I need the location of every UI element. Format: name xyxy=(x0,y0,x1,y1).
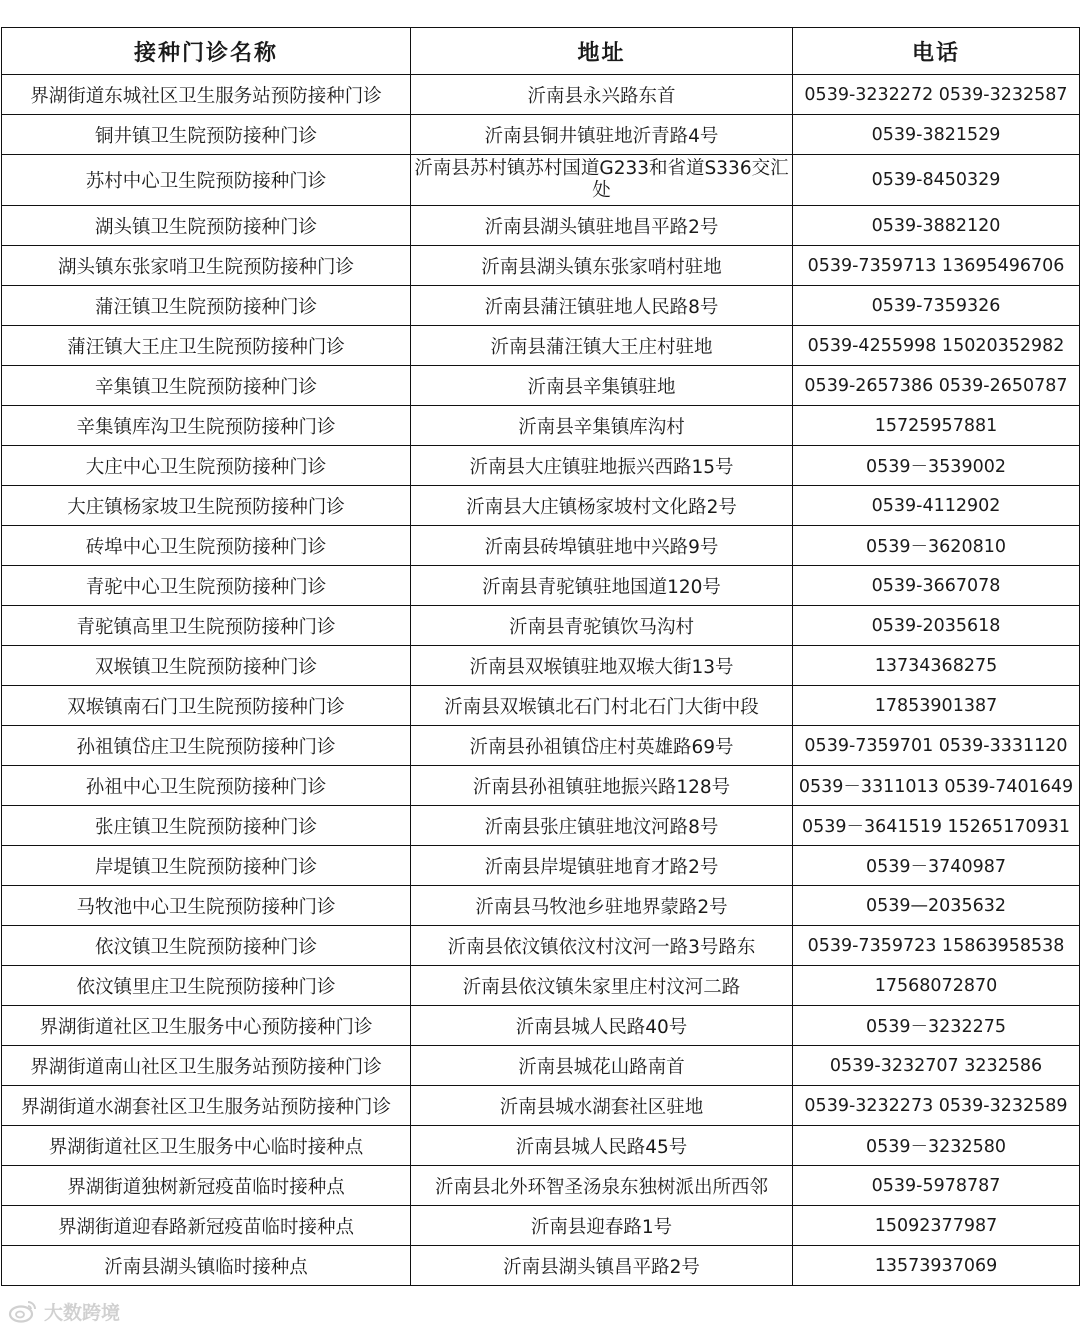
header-clinic-name: 接种门诊名称 xyxy=(2,28,411,75)
table-row xyxy=(2,206,1080,246)
clinic-name-cell: 辛集镇库沟卫生院预防接种门诊 xyxy=(2,406,411,446)
clinic-name-cell: 依汶镇卫生院预防接种门诊 xyxy=(2,926,411,966)
phone-cell: 17568072870 xyxy=(793,966,1080,1006)
clinic-name-cell: 苏村中心卫生院预防接种门诊 xyxy=(2,155,411,206)
phone-cell: 0539-4255998 15020352982 xyxy=(793,326,1080,366)
clinic-name-cell: 湖头镇卫生院预防接种门诊 xyxy=(2,206,411,246)
address-cell: 沂南县苏村镇苏村国道G233和省道S336交汇处 xyxy=(411,155,793,206)
table-row xyxy=(2,766,1080,806)
clinic-name-cell: 青驼中心卫生院预防接种门诊 xyxy=(2,566,411,606)
address-cell: 沂南县湖头镇昌平路2号 xyxy=(411,1246,793,1286)
phone-cell: 0539-2035618 xyxy=(793,606,1080,646)
phone-cell: 13573937069 xyxy=(793,1246,1080,1286)
table-row xyxy=(2,966,1080,1006)
table-row xyxy=(2,606,1080,646)
address-cell: 沂南县青驼镇饮马沟村 xyxy=(411,606,793,646)
address-cell: 沂南县孙祖镇驻地振兴路128号 xyxy=(411,766,793,806)
table-row xyxy=(2,115,1080,155)
phone-cell: 15725957881 xyxy=(793,406,1080,446)
address-cell: 沂南县铜井镇驻地沂青路4号 xyxy=(411,115,793,155)
phone-cell: 0539—2035632 xyxy=(793,886,1080,926)
phone-cell: 0539－3232275 xyxy=(793,1006,1080,1046)
table-row xyxy=(2,1206,1080,1246)
header-phone: 电话 xyxy=(793,28,1080,75)
address-cell: 沂南县砖埠镇驻地中兴路9号 xyxy=(411,526,793,566)
address-cell: 沂南县辛集镇驻地 xyxy=(411,366,793,406)
clinic-name-cell: 大庄镇杨家坡卫生院预防接种门诊 xyxy=(2,486,411,526)
address-cell: 沂南县双堠镇北石门村北石门大街中段 xyxy=(411,686,793,726)
table-row xyxy=(2,246,1080,286)
table-row xyxy=(2,646,1080,686)
phone-cell: 15092377987 xyxy=(793,1206,1080,1246)
address-cell: 沂南县北外环智圣汤泉东独树派出所西邻 xyxy=(411,1166,793,1206)
table-row xyxy=(2,846,1080,886)
phone-cell: 0539-3232707 3232586 xyxy=(793,1046,1080,1086)
watermark-text: 大数跨境 xyxy=(44,1301,121,1324)
address-cell: 沂南县城水湖套社区驻地 xyxy=(411,1086,793,1126)
clinic-name-cell: 双堠镇南石门卫生院预防接种门诊 xyxy=(2,686,411,726)
table-row xyxy=(2,366,1080,406)
clinic-name-cell: 界湖街道南山社区卫生服务站预防接种门诊 xyxy=(2,1046,411,1086)
address-cell: 沂南县大庄镇杨家坡村文化路2号 xyxy=(411,486,793,526)
table-row xyxy=(2,75,1080,115)
table-row xyxy=(2,806,1080,846)
table-row xyxy=(2,1086,1080,1126)
address-cell: 沂南县双堠镇驻地双堠大街13号 xyxy=(411,646,793,686)
clinic-name-cell: 沂南县湖头镇临时接种点 xyxy=(2,1246,411,1286)
table-row xyxy=(2,406,1080,446)
phone-cell: 0539-3882120 xyxy=(793,206,1080,246)
weibo-icon xyxy=(8,1299,38,1323)
clinic-name-cell: 界湖街道社区卫生服务中心临时接种点 xyxy=(2,1126,411,1166)
clinic-name-cell: 孙祖中心卫生院预防接种门诊 xyxy=(2,766,411,806)
table-row xyxy=(2,686,1080,726)
clinic-table xyxy=(1,27,1080,1286)
phone-cell: 0539-5978787 xyxy=(793,1166,1080,1206)
clinic-name-cell: 马牧池中心卫生院预防接种门诊 xyxy=(2,886,411,926)
address-cell: 沂南县大庄镇驻地振兴西路15号 xyxy=(411,446,793,486)
clinic-name-cell: 铜井镇卫生院预防接种门诊 xyxy=(2,115,411,155)
address-cell: 沂南县青驼镇驻地国道120号 xyxy=(411,566,793,606)
clinic-name-cell: 界湖街道迎春路新冠疫苗临时接种点 xyxy=(2,1206,411,1246)
table-row xyxy=(2,326,1080,366)
phone-cell: 0539-2657386 0539-2650787 xyxy=(793,366,1080,406)
address-cell: 沂南县孙祖镇岱庄村英雄路69号 xyxy=(411,726,793,766)
table-row xyxy=(2,526,1080,566)
address-cell: 沂南县依汶镇依汶村汶河一路3号路东 xyxy=(411,926,793,966)
phone-cell: 0539-3232273 0539-3232589 xyxy=(793,1086,1080,1126)
table-row xyxy=(2,886,1080,926)
address-cell: 沂南县城人民路40号 xyxy=(411,1006,793,1046)
clinic-name-cell: 砖埠中心卫生院预防接种门诊 xyxy=(2,526,411,566)
phone-cell: 0539-3232272 0539-3232587 xyxy=(793,75,1080,115)
table-row xyxy=(2,155,1080,206)
table-row xyxy=(2,566,1080,606)
table-header xyxy=(2,28,1080,75)
phone-cell: 0539-7359723 15863958538 xyxy=(793,926,1080,966)
clinic-name-cell: 岸堤镇卫生院预防接种门诊 xyxy=(2,846,411,886)
table-row xyxy=(2,486,1080,526)
table-row xyxy=(2,1246,1080,1286)
clinic-name-cell: 大庄中心卫生院预防接种门诊 xyxy=(2,446,411,486)
clinic-name-cell: 蒲汪镇大王庄卫生院预防接种门诊 xyxy=(2,326,411,366)
table-row xyxy=(2,1046,1080,1086)
clinic-name-cell: 青驼镇高里卫生院预防接种门诊 xyxy=(2,606,411,646)
phone-cell: 0539-4112902 xyxy=(793,486,1080,526)
address-cell: 沂南县岸堤镇驻地育才路2号 xyxy=(411,846,793,886)
phone-cell: 0539-3821529 xyxy=(793,115,1080,155)
table-body xyxy=(2,75,1080,1286)
address-cell: 沂南县蒲汪镇大王庄村驻地 xyxy=(411,326,793,366)
phone-cell: 0539-7359326 xyxy=(793,286,1080,326)
phone-cell: 0539-3667078 xyxy=(793,566,1080,606)
phone-cell: 0539－3620810 xyxy=(793,526,1080,566)
clinic-name-cell: 蒲汪镇卫生院预防接种门诊 xyxy=(2,286,411,326)
table-row xyxy=(2,446,1080,486)
table-row xyxy=(2,1166,1080,1206)
clinic-name-cell: 界湖街道社区卫生服务中心预防接种门诊 xyxy=(2,1006,411,1046)
clinic-name-cell: 双堠镇卫生院预防接种门诊 xyxy=(2,646,411,686)
address-cell: 沂南县马牧池乡驻地界蒙路2号 xyxy=(411,886,793,926)
address-cell: 沂南县城花山路南首 xyxy=(411,1046,793,1086)
header-row xyxy=(2,28,1080,75)
phone-cell: 0539－3311013 0539-7401649 xyxy=(793,766,1080,806)
clinic-name-cell: 张庄镇卫生院预防接种门诊 xyxy=(2,806,411,846)
clinic-name-cell: 孙祖镇岱庄卫生院预防接种门诊 xyxy=(2,726,411,766)
address-cell: 沂南县蒲汪镇驻地人民路8号 xyxy=(411,286,793,326)
clinic-name-cell: 辛集镇卫生院预防接种门诊 xyxy=(2,366,411,406)
table-row xyxy=(2,1126,1080,1166)
phone-cell: 0539-7359713 13695496706 xyxy=(793,246,1080,286)
address-cell: 沂南县辛集镇库沟村 xyxy=(411,406,793,446)
phone-cell: 0539－3232580 xyxy=(793,1126,1080,1166)
phone-cell: 13734368275 xyxy=(793,646,1080,686)
watermark xyxy=(8,1296,120,1326)
table-row xyxy=(2,1006,1080,1046)
table-row xyxy=(2,726,1080,766)
phone-cell: 0539－3740987 xyxy=(793,846,1080,886)
address-cell: 沂南县永兴路东首 xyxy=(411,75,793,115)
address-cell: 沂南县湖头镇东张家哨村驻地 xyxy=(411,246,793,286)
address-cell: 沂南县迎春路1号 xyxy=(411,1206,793,1246)
clinic-name-cell: 界湖街道东城社区卫生服务站预防接种门诊 xyxy=(2,75,411,115)
address-cell: 沂南县湖头镇驻地昌平路2号 xyxy=(411,206,793,246)
phone-cell: 0539-8450329 xyxy=(793,155,1080,206)
header-address: 地址 xyxy=(411,28,793,75)
clinic-name-cell: 界湖街道独树新冠疫苗临时接种点 xyxy=(2,1166,411,1206)
phone-cell: 0539－3539002 xyxy=(793,446,1080,486)
phone-cell: 0539-7359701 0539-3331120 xyxy=(793,726,1080,766)
table-row xyxy=(2,926,1080,966)
phone-cell: 17853901387 xyxy=(793,686,1080,726)
clinic-name-cell: 湖头镇东张家哨卫生院预防接种门诊 xyxy=(2,246,411,286)
phone-cell: 0539－3641519 15265170931 xyxy=(793,806,1080,846)
address-cell: 沂南县城人民路45号 xyxy=(411,1126,793,1166)
address-cell: 沂南县张庄镇驻地汶河路8号 xyxy=(411,806,793,846)
table-row xyxy=(2,286,1080,326)
address-cell: 沂南县依汶镇朱家里庄村汶河二路 xyxy=(411,966,793,1006)
clinic-name-cell: 依汶镇里庄卫生院预防接种门诊 xyxy=(2,966,411,1006)
clinic-name-cell: 界湖街道水湖套社区卫生服务站预防接种门诊 xyxy=(2,1086,411,1126)
